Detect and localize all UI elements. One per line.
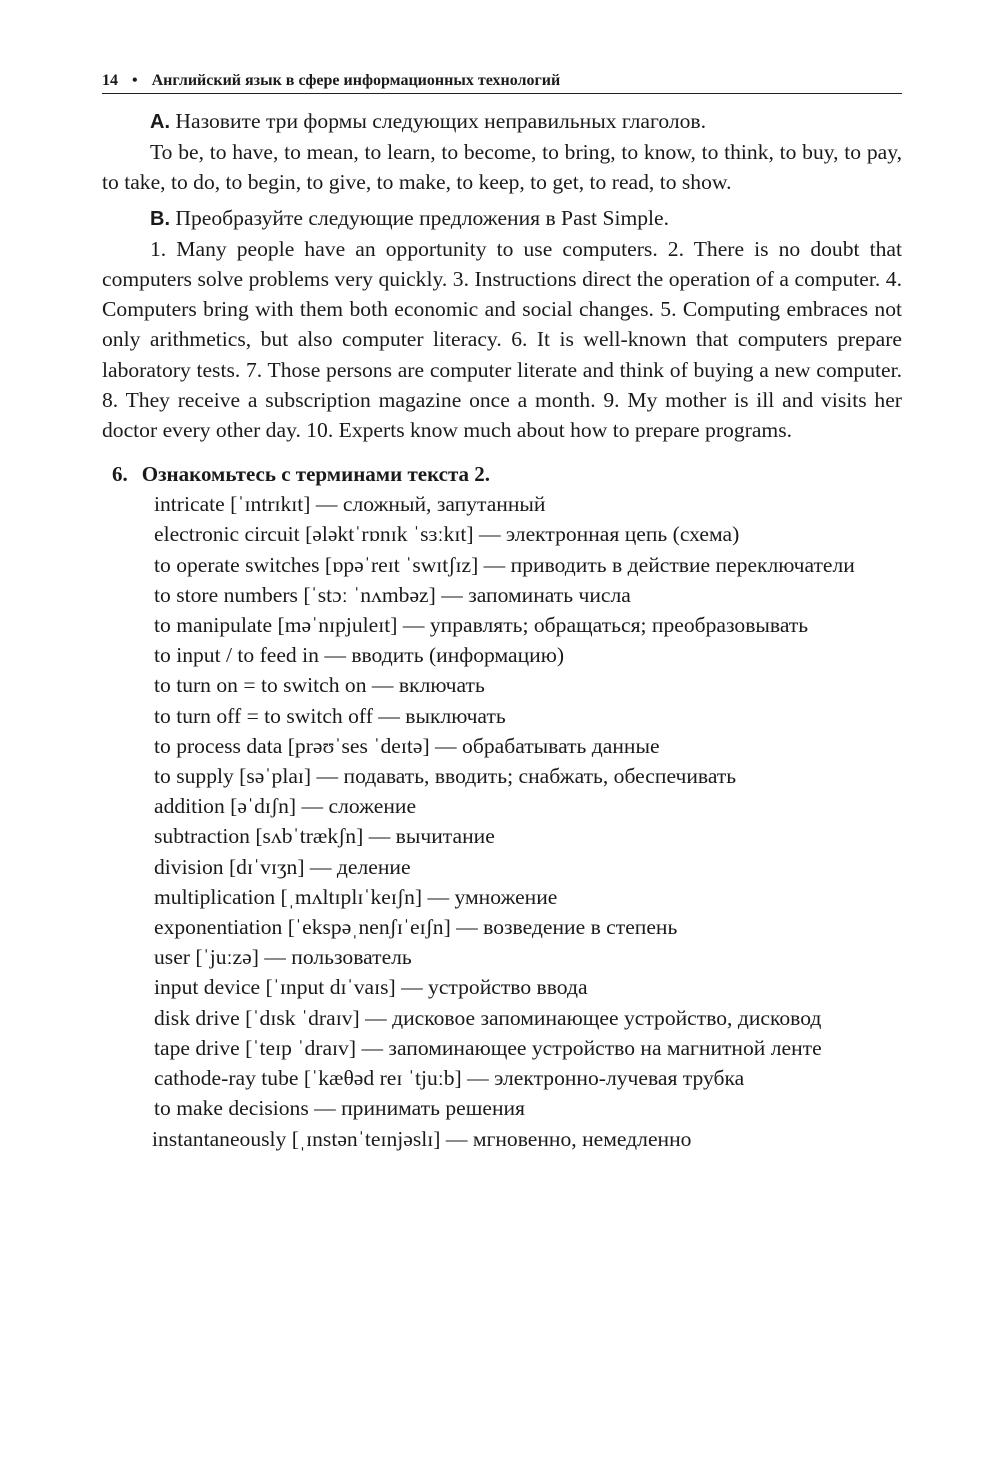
term-item: to turn on = to switch on — включать: [154, 673, 485, 698]
term-item: tape drive [ˈteɪp ˈdraɪv] — запоминающее устройство на магнитной ленте: [154, 1035, 822, 1060]
page-number: 14: [102, 72, 118, 89]
section-a-task-text: Назовите три формы следующих неправильных глаголов.: [170, 109, 707, 133]
section-b-letter: B.: [150, 207, 170, 230]
term-item: to store numbers [ˈstɔː ˈnʌmbəz] — запоминать числа: [154, 582, 631, 607]
header-bullet: •: [132, 72, 138, 89]
section-a-text: To be, to have, to mean, to learn, to become, to bring, to know, to think, to buy, to pay, to take, to do, to begin, to give, to make, to keep, to get, to read, to show.: [102, 140, 902, 195]
section-b-task: [102, 203, 902, 234]
term-item: disk drive [ˈdɪsk ˈdraɪv] — дисковое запоминающее устройство, дисковод: [154, 1005, 822, 1030]
term-item: subtraction [sʌbˈtrækʃn] — вычитание: [154, 824, 495, 849]
term-item: division [dɪˈvɪʒn] — деление: [154, 854, 411, 879]
term-item: multiplication [ˌmʌltɪplɪˈkeɪʃn] — умножение: [154, 884, 558, 909]
term-item: to make decisions — принимать решения: [154, 1096, 525, 1121]
section-b-text: 1. Many people have an opportunity to use computers. 2. There is no doubt that computers solve problems very quickly. 3. Instructions direct the operation of a computer. 4. Computers bring with them both economic and social changes. 5. Computing embraces not only arithmetics, but also computer literacy. 6. It is well-known that computers prepare laboratory tests. 7. Those persons are computer literate and think of buying a new computer. 8. They receive a subscription magazine once a month. 9. My mother is ill and visits her doctor every other day. 10. Experts know much about how to prepare programs.: [102, 236, 902, 443]
term-item: to process data [prəʊˈses ˈdeɪtə] — обрабатывать данные: [154, 733, 660, 758]
term-item: to input / to feed in — вводить (информацию): [154, 643, 565, 668]
term-item: input device [ˈɪnput dɪˈvaɪs] — устройство ввода: [154, 975, 588, 1000]
exercise-title: Ознакомьтесь с терминами текста 2.: [141, 462, 491, 487]
book-page: [102, 72, 902, 1154]
exercise-6: [102, 459, 902, 1153]
section-b-task-text: Преобразуйте следующие предложения в Past Simple.: [170, 205, 670, 230]
term-item: instantaneously [ˌɪnstənˈteɪnjəslɪ] — мгновенно, немедленно: [152, 1126, 692, 1151]
exercise-number: 6.: [112, 462, 128, 487]
section-a-task: [102, 106, 902, 137]
section-b: [102, 203, 902, 446]
section-a-letter: A.: [150, 111, 170, 133]
term-item: exponentiation [ˈekspəˌnenʃɪˈeɪʃn] — возведение в степень: [154, 915, 678, 940]
section-a: [102, 106, 902, 198]
term-item: to turn off = to switch off — выключать: [154, 703, 506, 728]
terms-list: [102, 489, 902, 1153]
running-header: [102, 72, 902, 94]
term-item: addition [əˈdɪʃn] — сложение: [154, 794, 417, 819]
book-title: Английский язык в сфере информационных технологий: [151, 72, 561, 89]
term-item: user [ˈjuːzə] — пользователь: [154, 945, 412, 970]
term-item: to manipulate [məˈnɪpjuleɪt] — управлять; обращаться; преобразовывать: [154, 613, 809, 638]
term-item: electronic circuit [ələktˈrɒnɪk ˈsɜːkɪt] — электронная цепь (схема): [154, 522, 740, 547]
term-item: to supply [səˈplaɪ] — подавать, вводить; снабжать, обеспечивать: [154, 764, 737, 789]
term-item: cathode-ray tube [ˈkæθəd reɪ ˈtjuːb] — электронно-лучевая трубка: [154, 1066, 745, 1091]
term-item: intricate [ˈɪntrɪkɪt] — сложный, запутанный: [154, 492, 546, 517]
term-item: to operate switches [ɒpəˈreɪt ˈswɪtʃɪz] — приводить в действие переключатели: [154, 552, 855, 577]
exercise-6-heading: [102, 459, 902, 489]
